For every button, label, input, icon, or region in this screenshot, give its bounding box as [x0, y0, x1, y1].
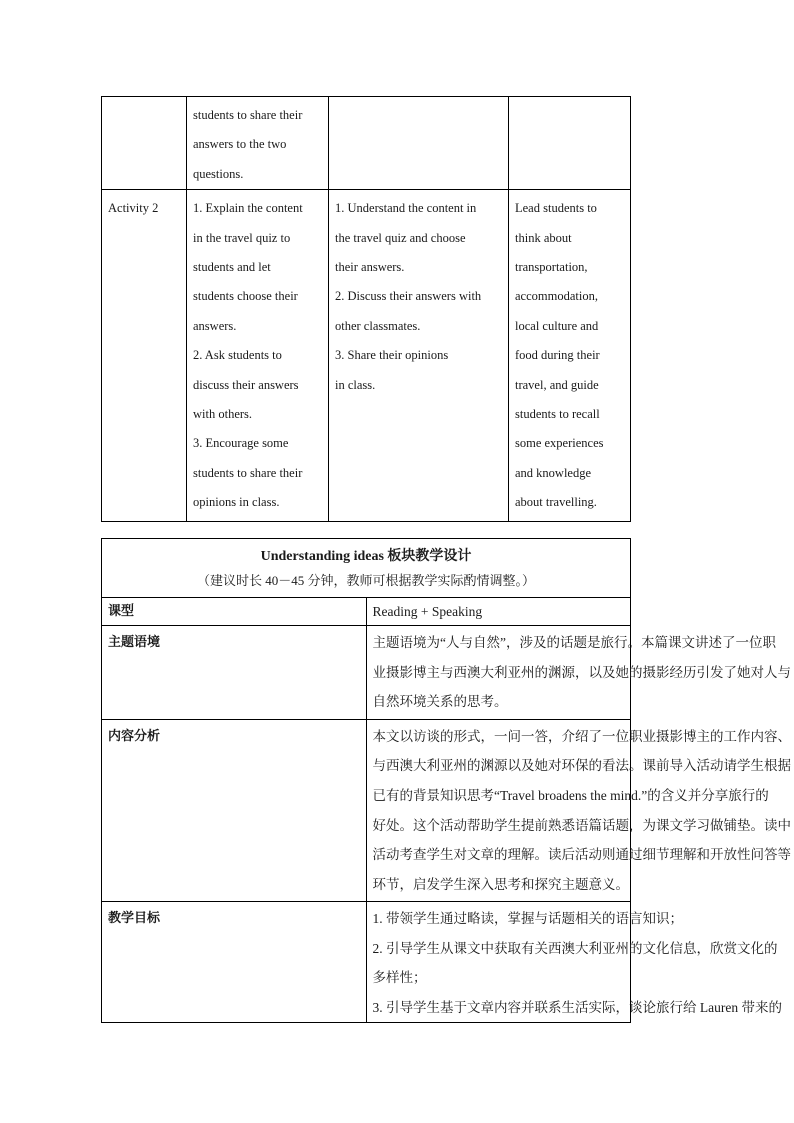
duration-note: （建议时长 40－45 分钟，教师可根据教学实际酌情调整。） [196, 573, 535, 588]
teaching-goals-row [102, 902, 631, 1023]
lesson-title-cell [102, 539, 631, 598]
text-line: 1. 带领学生通过略读，掌握与话题相关的语言知识； [372, 911, 683, 927]
text-line: 2. 引导学生从课文中获取有关西澳大利亚州的文化信息，欣赏文化的 [372, 940, 778, 956]
lesson-design-table [101, 538, 791, 1023]
text-line: 与西澳大利亚州的渊源以及她对环保的看法。课前导入活动请学生根据 [372, 758, 791, 774]
theme-context-row [102, 626, 631, 720]
text-line: Reading + Speaking [372, 604, 483, 619]
text-line: the travel quiz and choose [335, 230, 466, 245]
text-line: some experiences [515, 436, 604, 451]
text-line: discuss their answers [193, 377, 299, 392]
text-line: 业摄影博主与西澳大利亚州的渊源，以及她的摄影经历引发了她对人与 [372, 664, 791, 680]
text-line: 自然环境关系的思考。 [372, 694, 508, 710]
text-line: local culture and [515, 318, 599, 333]
activity-table-row [102, 190, 631, 521]
text-line: food during their [515, 348, 600, 363]
text-line: students and let [193, 260, 271, 275]
text-line: in the travel quiz to [193, 230, 291, 245]
student-activity-cell [329, 190, 509, 521]
text-line: 3. Share their opinions [335, 348, 449, 363]
text-line: opinions in class. [193, 495, 280, 510]
text-line: 活动考查学生对文章的理解。读后活动则通过细节理解和开放性问答等 [372, 847, 791, 863]
text-line: 2. Discuss their answers with [335, 289, 482, 304]
text-line: students to recall [515, 407, 600, 422]
text-line: 环节，启发学生深入思考和探究主题意义。 [372, 876, 629, 892]
lesson-title: Understanding ideas 板块教学设计 [260, 549, 472, 564]
text-line: accommodation, [515, 289, 598, 304]
text-line: 3. 引导学生基于文章内容并联系生活实际，谈论旅行给 Lauren 带来的 [372, 999, 782, 1015]
text-line: students to share their [193, 108, 303, 122]
purpose-cell [509, 97, 631, 190]
activity-label-cell [102, 97, 187, 190]
activity-label-cell [102, 190, 187, 521]
lesson-title-row [102, 539, 631, 598]
text-line: 1. Explain the content [193, 201, 303, 216]
course-type-label: 课型 [102, 598, 367, 626]
text-line: 3. Encourage some [193, 436, 289, 451]
text-line: answers. [193, 318, 237, 333]
text-line: with others. [193, 407, 253, 422]
text-line: 主题语境为“人与自然”，涉及的话题是旅行。本篇课文讲述了一位职 [372, 635, 776, 650]
student-activity-cell [329, 97, 509, 190]
text-line: 已有的背景知识思考“Travel broadens the mind.”的含义并分享旅行的 [372, 787, 769, 803]
teaching-goals-label: 教学目标 [102, 902, 367, 1023]
text-line: 本文以访谈的形式，一问一答，介绍了一位职业摄影博主的工作内容、 [372, 728, 791, 744]
activity-table [101, 96, 631, 522]
content-analysis-row [102, 719, 631, 902]
teacher-activity-cell [187, 190, 329, 521]
text-line: transportation, [515, 260, 588, 275]
text-line: about travelling. [515, 495, 597, 510]
text-line: in class. [335, 377, 376, 392]
activity-label: Activity 2 [108, 201, 159, 216]
theme-context-text [366, 626, 791, 720]
text-line: 好处。这个活动帮助学生提前熟悉语篇话题，为课文学习做铺垫。读中 [372, 817, 791, 833]
text-line: questions. [193, 166, 244, 181]
text-line: students choose their [193, 289, 298, 304]
teacher-activity-cell [187, 97, 329, 190]
text-line: Lead students to [515, 201, 597, 216]
content-analysis-text [366, 719, 791, 902]
course-type-row [102, 598, 631, 626]
text-line: answers to the two [193, 137, 287, 152]
text-line: students to share their [193, 465, 303, 480]
purpose-cell [509, 190, 631, 521]
activity-table-row [102, 97, 631, 190]
content-analysis-label: 内容分析 [102, 719, 367, 902]
course-type-value [366, 598, 631, 626]
text-line: travel, and guide [515, 377, 599, 392]
text-line: 多样性； [372, 970, 427, 986]
text-line: think about [515, 230, 572, 245]
text-line: their answers. [335, 260, 405, 275]
text-line: 1. Understand the content in [335, 201, 477, 216]
text-line: other classmates. [335, 318, 421, 333]
text-line: and knowledge [515, 465, 592, 480]
teaching-goals-text [366, 902, 782, 1023]
text-line: 2. Ask students to [193, 348, 282, 363]
theme-context-label: 主题语境 [102, 626, 367, 720]
